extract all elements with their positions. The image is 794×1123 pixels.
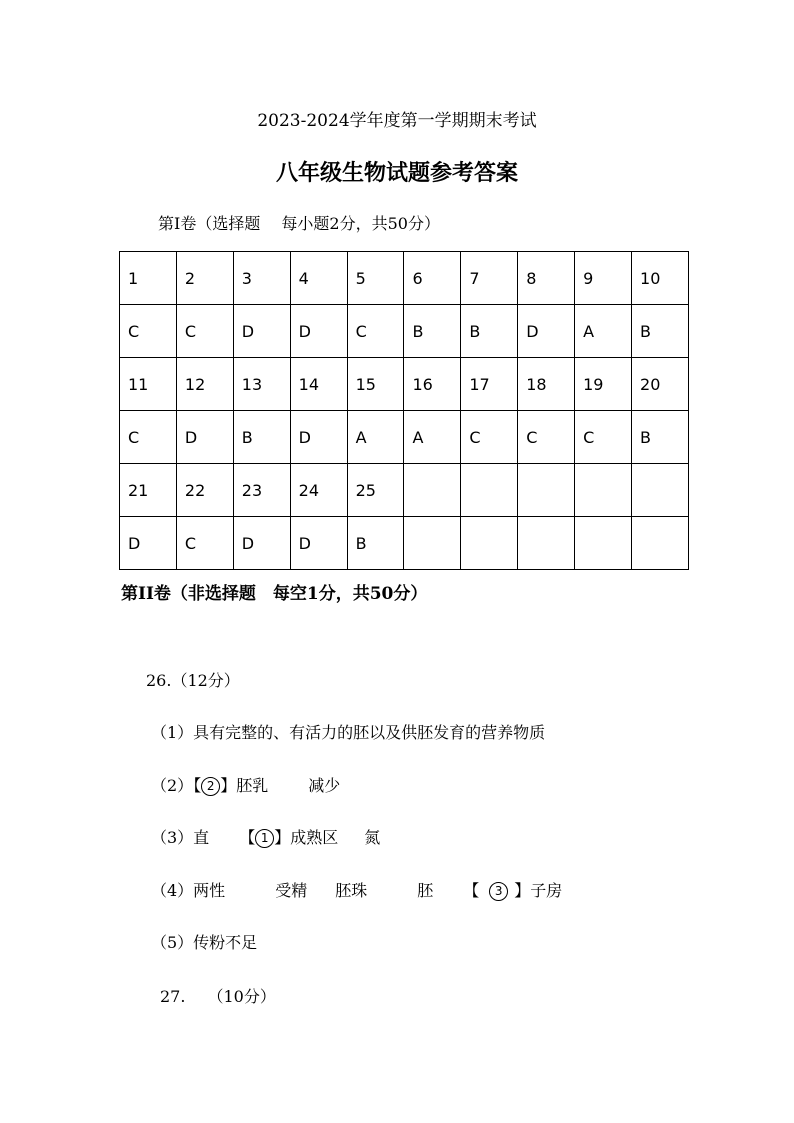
table-cell: 21 [120, 464, 177, 517]
table-cell: 4 [290, 252, 347, 305]
q26-part3 [151, 825, 380, 848]
q27-score: （10分） [207, 987, 276, 1006]
table-cell: 8 [518, 252, 575, 305]
table-cell: 5 [347, 252, 404, 305]
table-cell: 9 [575, 252, 632, 305]
q27-number: 27. [160, 987, 186, 1006]
table-cell [632, 517, 689, 570]
table-cell: A [575, 305, 632, 358]
section1-heading: 第I卷（选择题 每小题2分，共50分） [158, 214, 440, 233]
table-cell: 15 [347, 358, 404, 411]
table-cell: 17 [461, 358, 518, 411]
q26-title: 26.（12分） [146, 671, 240, 690]
table-cell: C [461, 411, 518, 464]
q26-part2-answer-b: 减少 [308, 776, 341, 795]
table-cell: C [120, 411, 177, 464]
table-cell: 22 [176, 464, 233, 517]
table-cell: D [290, 305, 347, 358]
table-cell: C [518, 411, 575, 464]
table-cell: B [632, 411, 689, 464]
table-cell: 24 [290, 464, 347, 517]
table-cell: D [233, 305, 290, 358]
q26-part3-answer-a: （3）直 [151, 828, 210, 847]
table-cell: C [347, 305, 404, 358]
table-cell: 2 [176, 252, 233, 305]
table-cell: B [632, 305, 689, 358]
table-cell: 18 [518, 358, 575, 411]
q26-part2-answer-a: 】胚乳 [220, 776, 269, 795]
table-cell [518, 464, 575, 517]
table-cell: D [120, 517, 177, 570]
q26-part2 [151, 773, 340, 796]
q26-part2-number: （2） [151, 776, 194, 795]
table-cell: 7 [461, 252, 518, 305]
table-cell: B [347, 517, 404, 570]
q26-part4 [151, 878, 562, 901]
table-cell: 6 [404, 252, 461, 305]
table-cell: C [176, 305, 233, 358]
table-row [120, 411, 689, 464]
circled-number-1: 1 [255, 829, 274, 848]
table-row [120, 517, 689, 570]
q26-part4-answer-b: 受精 [275, 881, 308, 900]
q26-part5: （5）传粉不足 [151, 933, 258, 952]
answer-table [119, 251, 689, 570]
table-cell: B [404, 305, 461, 358]
table-cell: 25 [347, 464, 404, 517]
table-cell: 1 [120, 252, 177, 305]
table-row [120, 358, 689, 411]
q26-part3-answer-b: 】成熟区 [274, 828, 339, 847]
table-cell: D [290, 517, 347, 570]
table-cell: 19 [575, 358, 632, 411]
q27-title [160, 984, 276, 1007]
left-bracket: 【 [239, 828, 256, 847]
table-cell: C [176, 517, 233, 570]
table-row [120, 305, 689, 358]
exam-title: 2023-2024学年度第一学期期末考试 [257, 111, 537, 131]
table-cell [575, 517, 632, 570]
table-cell: 11 [120, 358, 177, 411]
table-cell [404, 464, 461, 517]
table-cell [461, 517, 518, 570]
table-cell: 14 [290, 358, 347, 411]
q26-part1: （1）具有完整的、有活力的胚以及供胚发育的营养物质 [151, 723, 546, 742]
table-cell: B [233, 411, 290, 464]
table-cell: C [120, 305, 177, 358]
q26-part3-answer-c: 氮 [364, 828, 381, 847]
table-cell: A [404, 411, 461, 464]
table-cell: D [290, 411, 347, 464]
table-row [120, 252, 689, 305]
table-cell: B [461, 305, 518, 358]
q26-part4-answer-c: 胚珠 [335, 881, 368, 900]
table-cell [461, 464, 518, 517]
q26-part4-answer-e: 】子房 [514, 881, 563, 900]
table-cell: 12 [176, 358, 233, 411]
table-cell: D [176, 411, 233, 464]
table-cell: A [347, 411, 404, 464]
left-bracket: 【 [193, 776, 202, 795]
table-cell [404, 517, 461, 570]
table-cell: 10 [632, 252, 689, 305]
table-cell: 16 [404, 358, 461, 411]
table-cell: C [575, 411, 632, 464]
table-cell: 13 [233, 358, 290, 411]
table-cell [575, 464, 632, 517]
table-cell [518, 517, 575, 570]
table-cell: 3 [233, 252, 290, 305]
circled-number-2: 2 [201, 777, 220, 796]
table-cell: D [518, 305, 575, 358]
circled-number-3: 3 [489, 882, 508, 901]
table-cell [632, 464, 689, 517]
q26-part4-answer-a: （4）两性 [151, 881, 226, 900]
table-cell: D [233, 517, 290, 570]
q26-part4-answer-d: 胚 [417, 881, 434, 900]
table-row [120, 464, 689, 517]
left-bracket: 【 [463, 881, 480, 900]
answer-key-title: 八年级生物试题参考答案 [275, 160, 518, 186]
table-cell: 20 [632, 358, 689, 411]
table-cell: 23 [233, 464, 290, 517]
section2-heading: 第II卷（非选择题 每空1分，共50分） [121, 584, 428, 604]
